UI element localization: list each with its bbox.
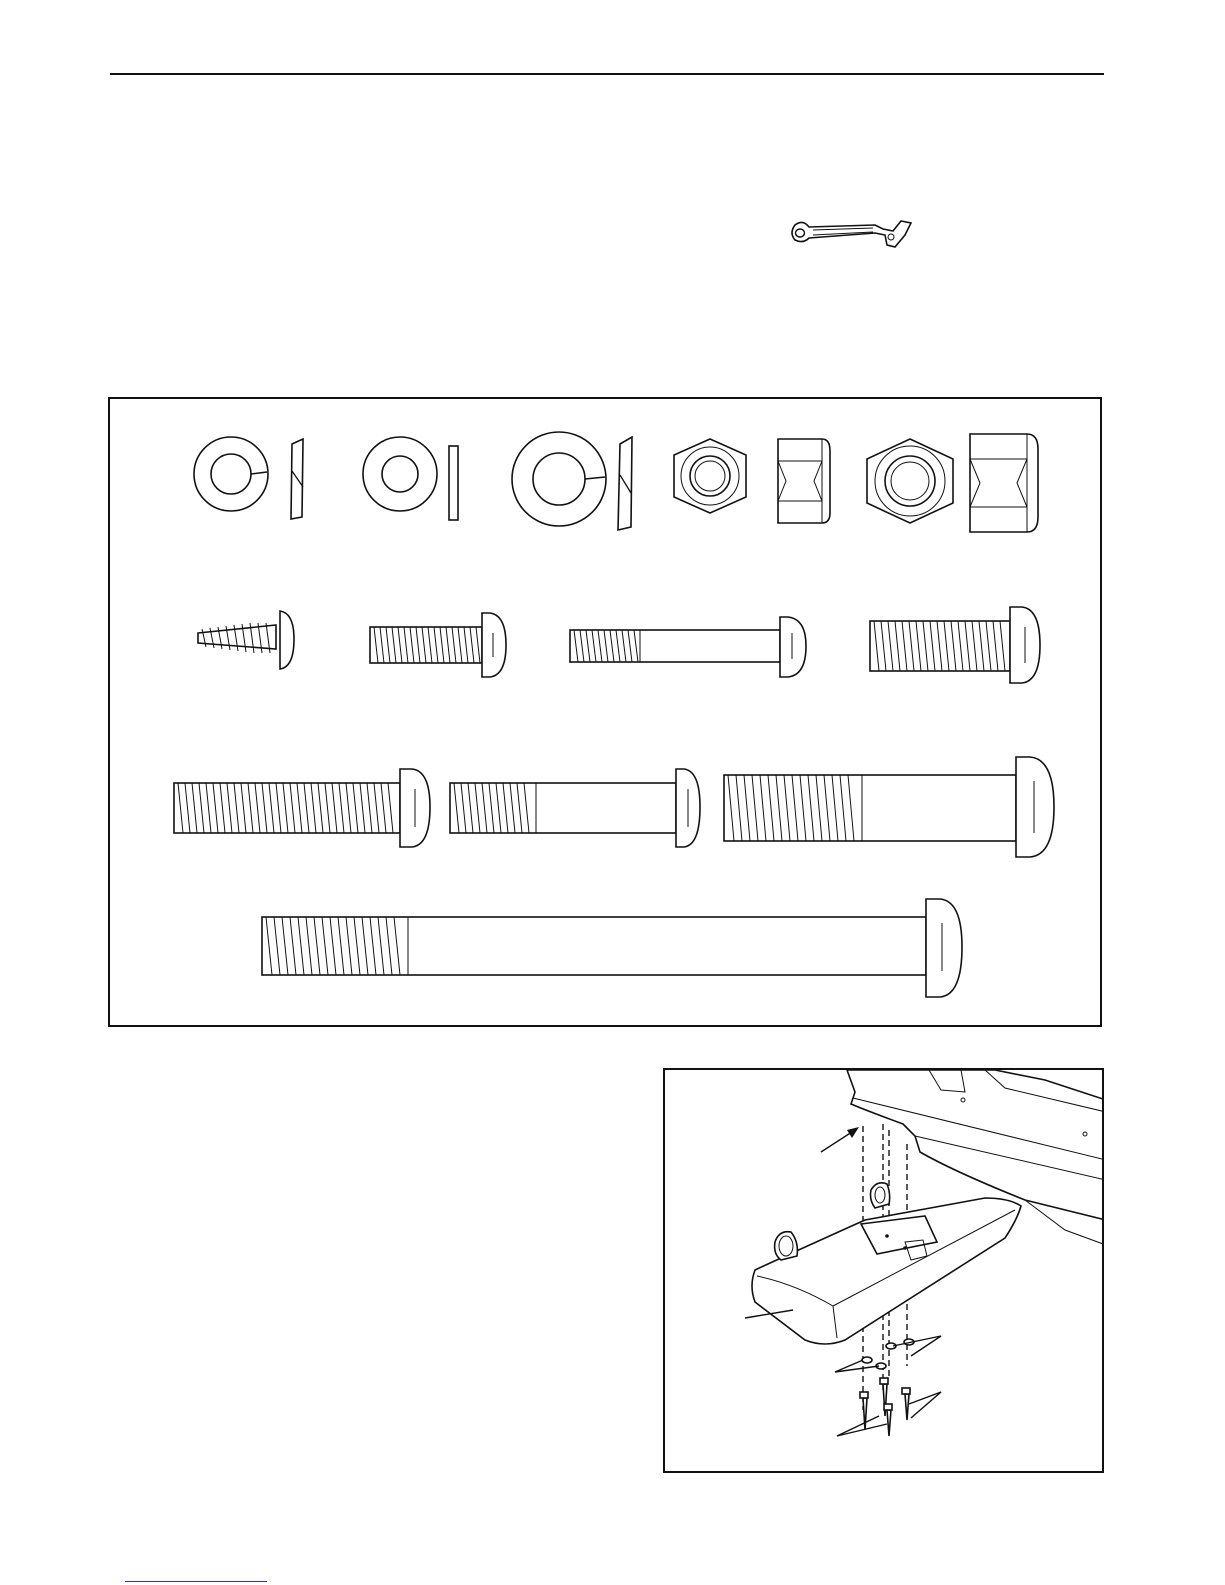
adjustable-wrench-icon [787, 213, 917, 253]
long-bolt-icon [174, 769, 430, 847]
large-split-washer-icon [512, 432, 632, 530]
very-long-bolt-icon [262, 899, 962, 997]
stabilizer-attachment-figure [663, 1068, 1104, 1473]
washers-and-screws [835, 1336, 941, 1436]
shoulder-bolt-large-icon [724, 757, 1054, 857]
header-rule [110, 73, 1104, 75]
shoulder-bolt-medium-icon [450, 769, 700, 847]
button-bolt-icon [370, 613, 506, 677]
pointer-arrow [821, 1127, 859, 1152]
screw-icon [198, 611, 294, 669]
hardware-identification-chart [108, 397, 1102, 1027]
split-washer-icon [194, 437, 303, 519]
large-nylon-locknut-icon [867, 434, 1038, 532]
flat-washer-icon [363, 437, 458, 520]
shoulder-bolt-icon [570, 617, 806, 677]
button-bolt-large-icon [870, 607, 1040, 683]
footer-link-underline[interactable] [125, 1581, 267, 1582]
nylon-locknut-icon [674, 439, 830, 523]
